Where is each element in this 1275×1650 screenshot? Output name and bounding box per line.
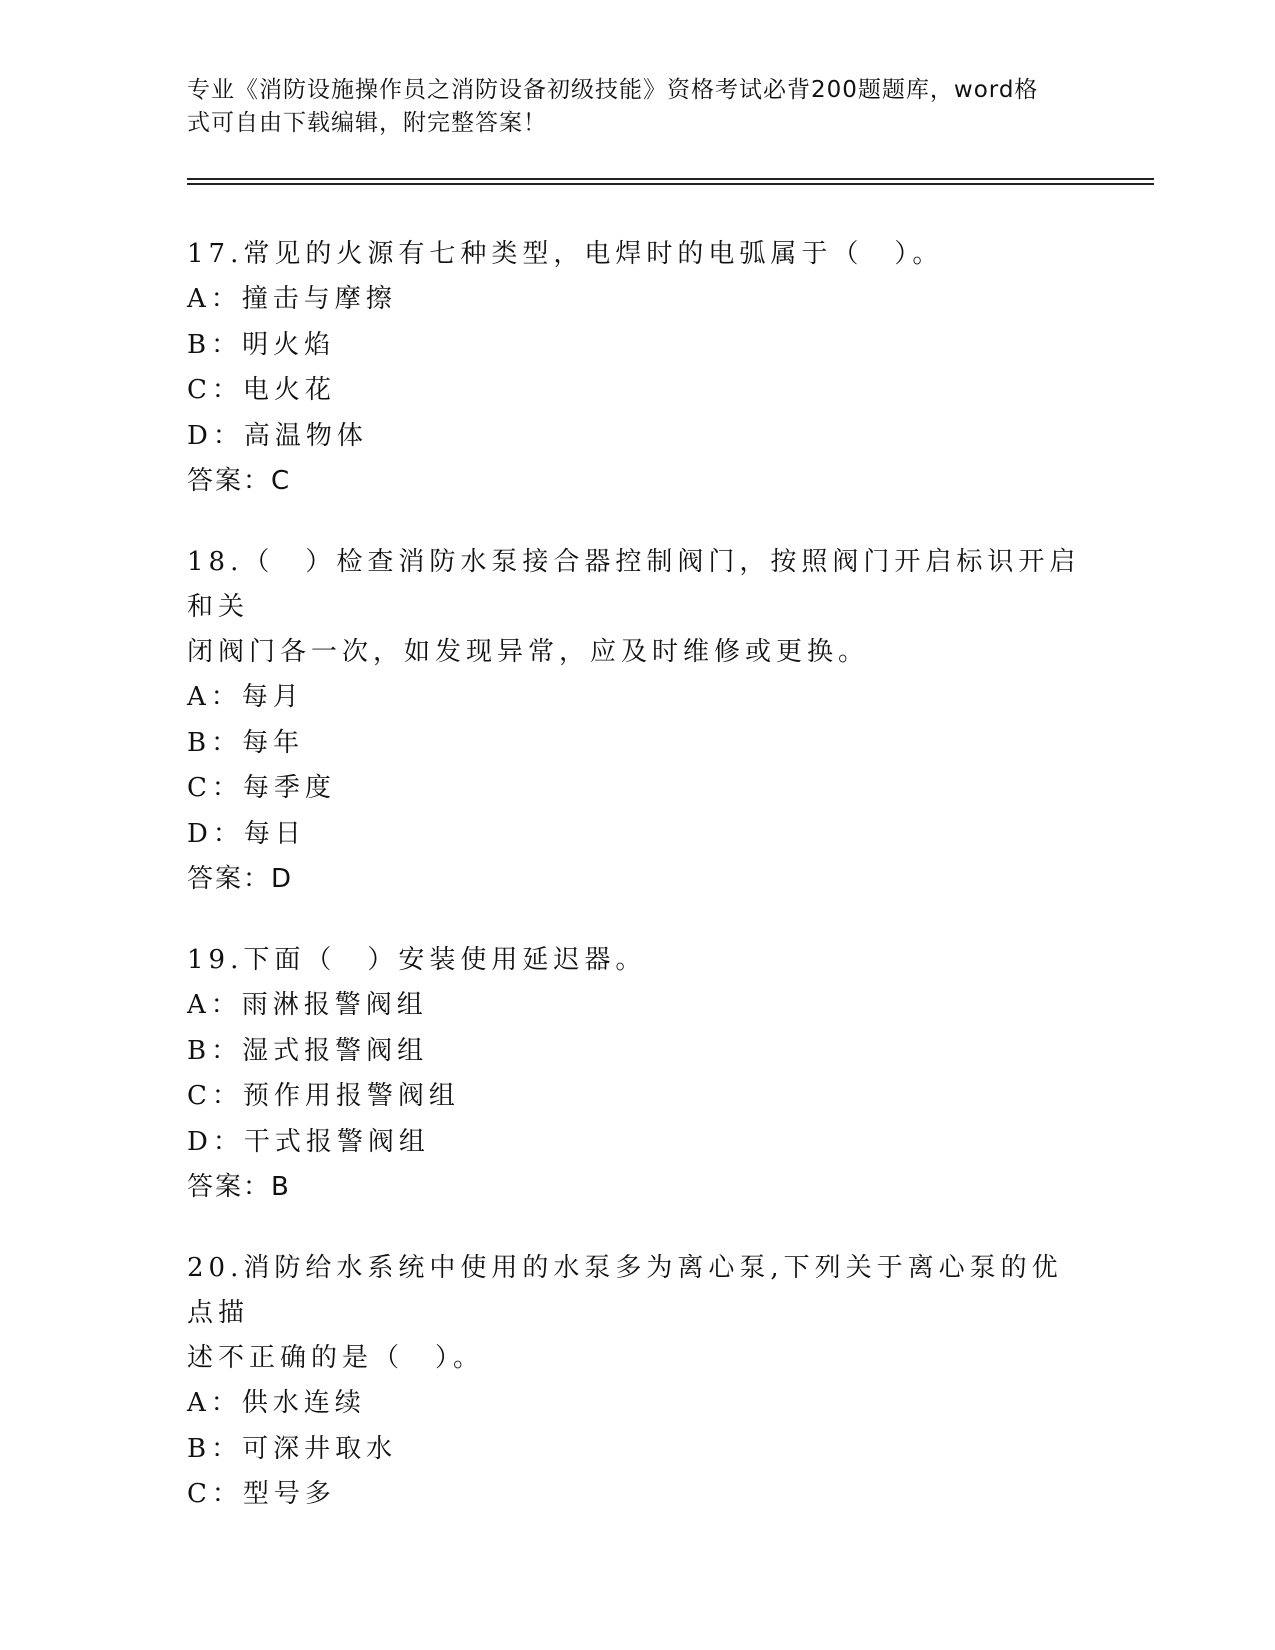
question-list — [187, 232, 1087, 1554]
option-b: B：明火焰 — [187, 329, 336, 360]
answer: 答案：B — [187, 1172, 291, 1202]
option-d: D：高温物体 — [187, 420, 368, 451]
option-b: B：湿式报警阀组 — [187, 1035, 429, 1066]
option-b: B：每年 — [187, 727, 305, 758]
header-line-1: 专业《消防设施操作员之消防设备初级技能》资格考试必背200题题库，word格 — [187, 77, 1039, 103]
question-stem: 18.（ ）检查消防水泵接合器控制阀门，按照阀门开启标识开启和关 — [187, 547, 1081, 622]
option-c: C：型号多 — [187, 1479, 336, 1509]
answer: 答案：D — [187, 864, 294, 894]
option-a: A：供水连续 — [187, 1388, 366, 1418]
question-20 — [187, 1246, 1087, 1518]
question-19 — [187, 938, 1087, 1210]
question-18 — [187, 540, 1087, 902]
header-line-2: 式可自由下载编辑，附完整答案！ — [187, 110, 547, 136]
option-b: B：可深井取水 — [187, 1433, 398, 1464]
answer: 答案：C — [187, 466, 292, 496]
document-header — [187, 74, 1067, 140]
header-divider-bottom — [187, 183, 1154, 185]
question-stem: 20.消防给水系统中使用的水泵多为离心泵,下列关于离心泵的优点描 — [187, 1253, 1063, 1328]
question-17 — [187, 232, 1087, 504]
option-a: A：雨淋报警阀组 — [187, 990, 428, 1020]
question-stem: 17.常见的火源有七种类型，电焊时的电弧属于（ ）。 — [187, 239, 944, 269]
option-c: C：预作用报警阀组 — [187, 1081, 460, 1111]
option-a: A：每月 — [187, 682, 304, 712]
option-c: C：每季度 — [187, 773, 336, 803]
option-a: A：撞击与摩擦 — [187, 284, 397, 314]
option-d: D：干式报警阀组 — [187, 1126, 430, 1157]
option-d: D：每日 — [187, 818, 306, 849]
question-stem-continued: 述不正确的是（ ）。 — [187, 1343, 485, 1373]
header-divider-top — [187, 178, 1154, 180]
question-stem-continued: 闭阀门各一次，如发现异常，应及时维修或更换。 — [187, 637, 870, 667]
option-c: C：电火花 — [187, 375, 336, 405]
question-stem: 19.下面（ ）安装使用延迟器。 — [187, 945, 647, 975]
